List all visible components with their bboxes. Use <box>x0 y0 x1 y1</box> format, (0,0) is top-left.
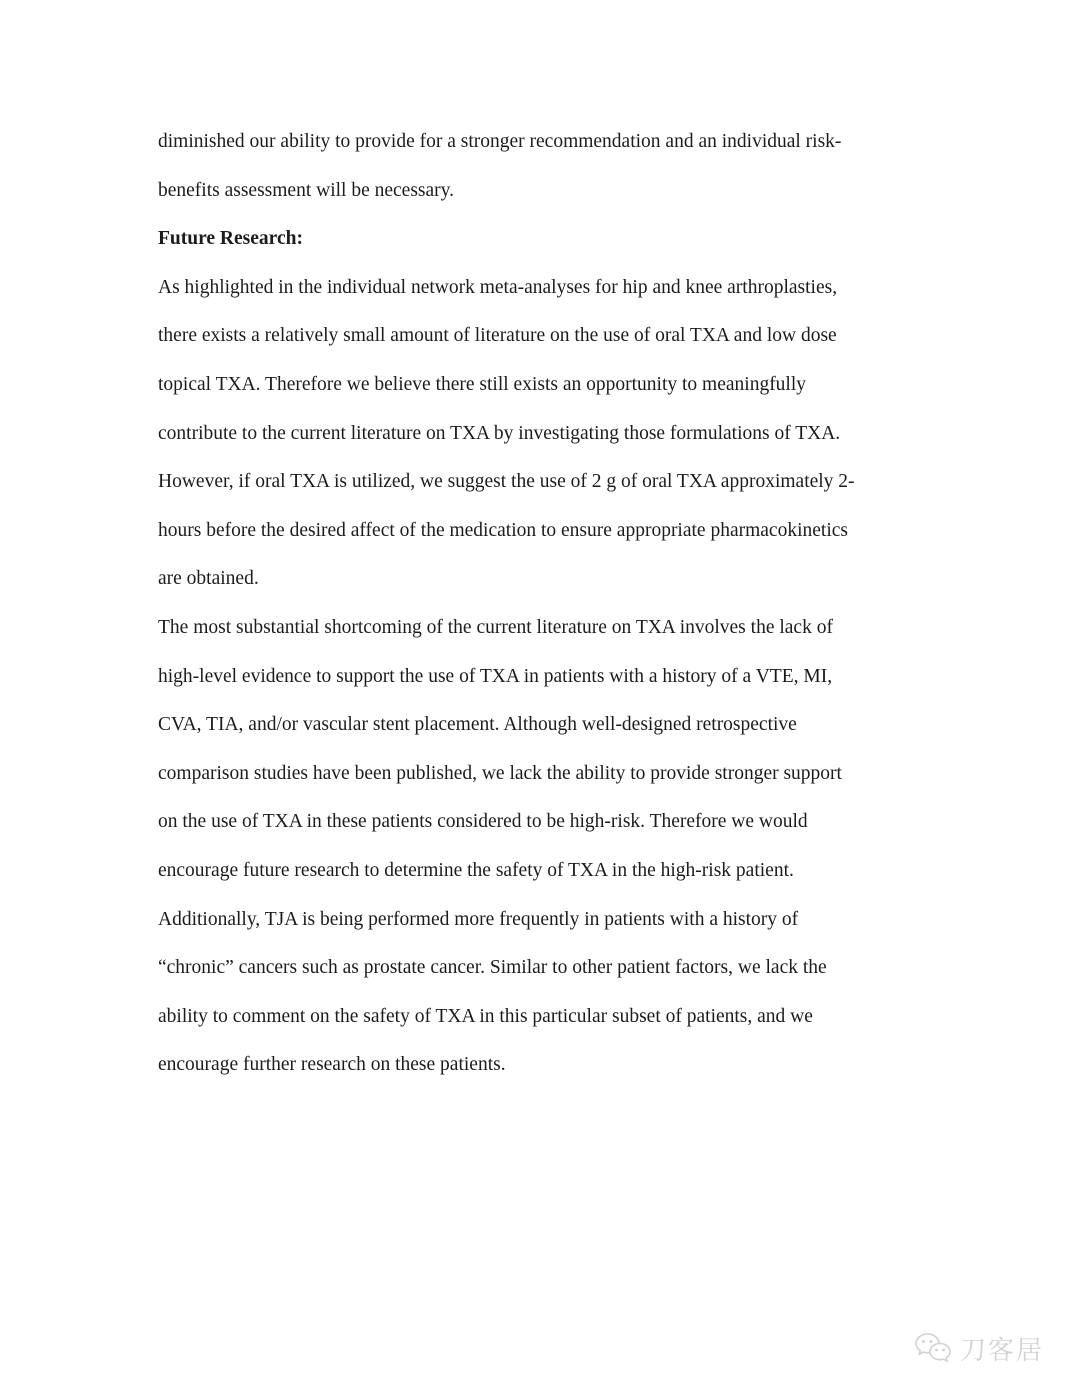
text-line: As highlighted in the individual network meta-analyses for hip and knee arthroplasties, <box>158 276 838 298</box>
manuscript-text <box>158 118 948 1090</box>
text-line: topical TXA. Therefore we believe there still exists an opportunity to meaningfully <box>158 373 807 395</box>
text-line: CVA, TIA, and/or vascular stent placement. Although well-designed retrospective <box>158 714 797 736</box>
wechat-icon <box>913 1331 953 1367</box>
text-line: contribute to the current literature on TXA by investigating those formulations of TXA. <box>158 422 841 444</box>
section-heading: Future Research: <box>158 228 303 250</box>
text-line: are obtained. <box>158 568 259 590</box>
text-line: Additionally, TJA is being performed more frequently in patients with a history of <box>158 908 799 930</box>
text-line: encourage future research to determine the safety of TXA in the high-risk patient. <box>158 859 794 881</box>
text-line: hours before the desired affect of the medication to ensure appropriate pharmacokinetics <box>158 519 848 541</box>
watermark <box>913 1330 1044 1367</box>
text-line: “chronic” cancers such as prostate cancer. Similar to other patient factors, we lack the <box>158 957 827 979</box>
text-line: comparison studies have been published, we lack the ability to provide stronger support <box>158 762 842 784</box>
text-line: high-level evidence to support the use of TXA in patients with a history of a VTE, MI, <box>158 665 833 687</box>
text-line: benefits assessment will be necessary. <box>158 179 455 201</box>
text-line: there exists a relatively small amount of literature on the use of oral TXA and low dose <box>158 325 837 347</box>
watermark-text: 刀客居 <box>960 1336 1045 1366</box>
text-line: The most substantial shortcoming of the current literature on TXA involves the lack of <box>158 616 833 638</box>
text-line: encourage further research on these patients. <box>158 1054 506 1076</box>
text-line: ability to comment on the safety of TXA in this particular subset of patients, and we <box>158 1005 813 1027</box>
text-line: diminished our ability to provide for a stronger recommendation and an individual risk- <box>158 131 842 152</box>
text-line: on the use of TXA in these patients considered to be high-risk. Therefore we would <box>158 811 808 833</box>
text-line: However, if oral TXA is utilized, we suggest the use of 2 g of oral TXA approximately 2- <box>158 471 855 493</box>
